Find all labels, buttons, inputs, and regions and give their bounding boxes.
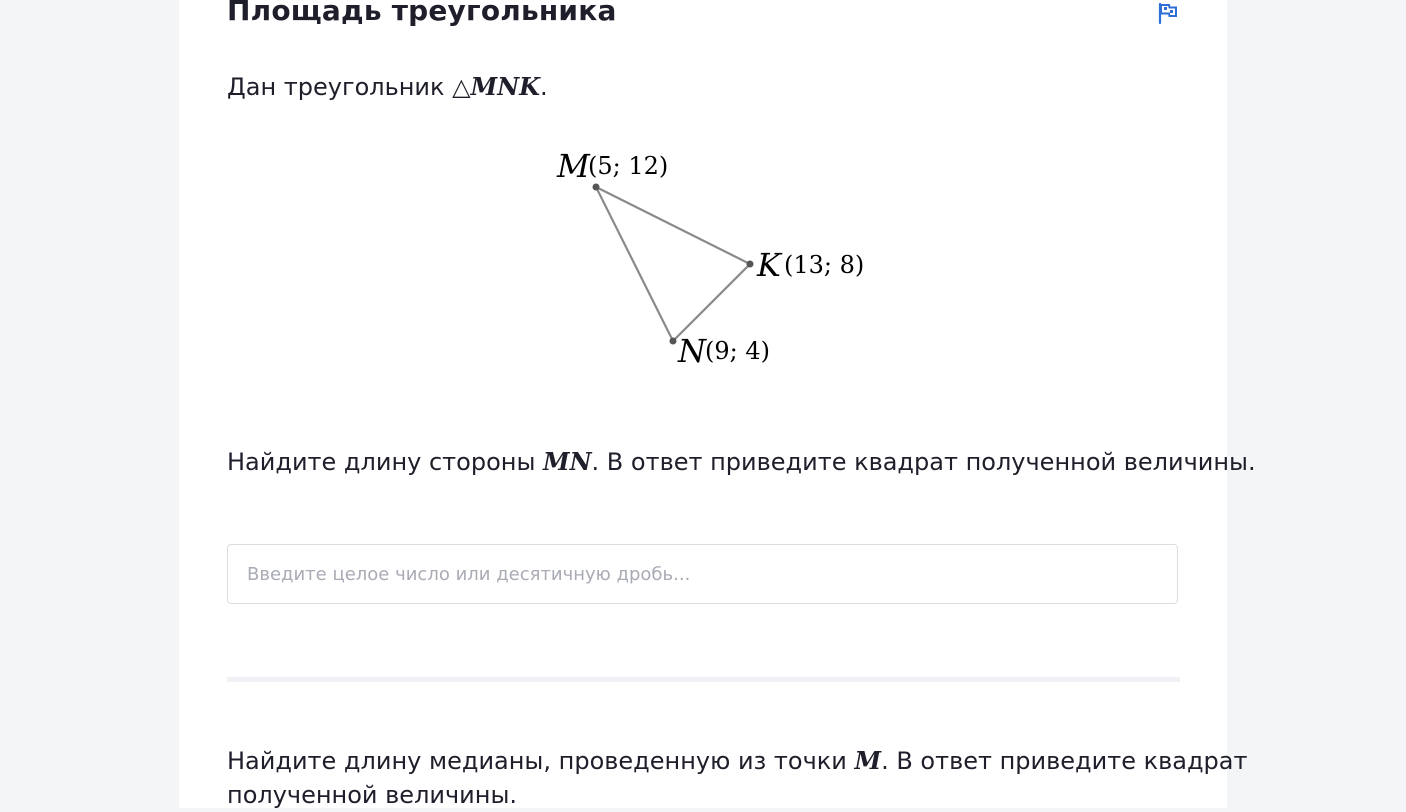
triangle-shape — [596, 187, 750, 341]
triangle-symbol: △ — [452, 73, 471, 101]
question-2 — [227, 744, 1247, 778]
flag-icon[interactable] — [1156, 1, 1180, 25]
segment-name: MN — [543, 447, 592, 476]
vertex-n-coords: (9; 4) — [705, 337, 770, 365]
intro-suffix: . — [540, 73, 548, 101]
question-2-line-2: полученной величины. — [227, 781, 518, 809]
vertex-m-coords: (5; 12) — [588, 152, 669, 180]
vertex-n-name: N — [678, 332, 706, 370]
vertex-n — [670, 338, 677, 345]
task-title: Площадь треугольника — [227, 0, 617, 27]
section-divider — [227, 677, 1180, 682]
vertex-m-name: M — [557, 147, 590, 185]
intro-prefix: Дан треугольник — [227, 73, 453, 101]
question-1-suffix: . В ответ приведите квадрат полученной величины. — [591, 448, 1256, 476]
vertex-m — [593, 184, 600, 191]
triangle-figure — [539, 130, 899, 390]
question-2-prefix: Найдите длину медианы, проведенную из точки — [227, 747, 855, 775]
question-1-prefix: Найдите длину стороны — [227, 448, 544, 476]
vertex-k — [747, 261, 754, 268]
question-2-suffix: . В ответ приведите квадрат — [881, 747, 1248, 775]
vertex-k-name: K — [757, 246, 781, 284]
question-1 — [227, 445, 1256, 479]
triangle-name: MNK — [470, 72, 540, 101]
intro-text — [227, 70, 548, 104]
median-point: M — [854, 746, 882, 775]
vertex-k-coords: (13; 8) — [784, 251, 865, 279]
task-card — [179, 0, 1256, 809]
answer-input[interactable] — [227, 544, 1178, 604]
